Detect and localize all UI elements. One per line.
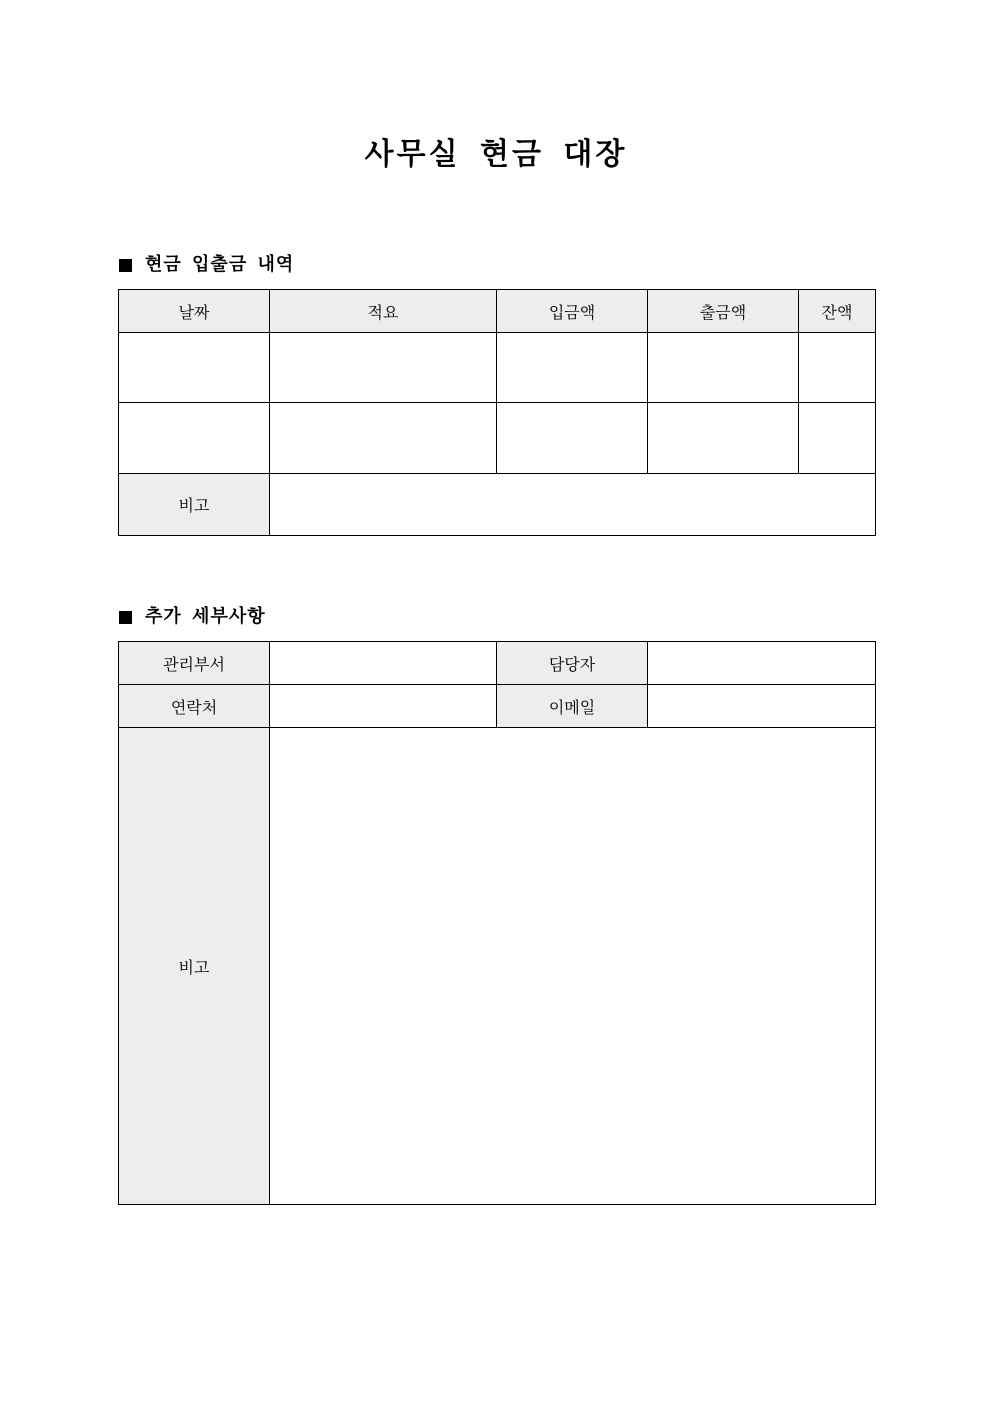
details-remarks-value-cell[interactable] bbox=[270, 728, 876, 1205]
department-value-cell[interactable] bbox=[270, 642, 497, 685]
details-section-heading bbox=[119, 605, 266, 629]
document-title: 사무실 현금 대장 bbox=[364, 137, 628, 172]
details-heading-text: 추가 세부사항 bbox=[145, 606, 266, 627]
column-header-balance: 잔액 bbox=[799, 290, 876, 333]
manager-label: 담당자 bbox=[497, 642, 648, 685]
column-header-date: 날짜 bbox=[119, 290, 270, 333]
withdrawal-cell[interactable] bbox=[648, 403, 799, 474]
details-row bbox=[119, 642, 876, 685]
details-remarks-row bbox=[119, 728, 876, 1205]
details-remarks-label: 비고 bbox=[119, 728, 270, 1205]
deposit-cell[interactable] bbox=[497, 333, 648, 403]
deposit-cell[interactable] bbox=[497, 403, 648, 474]
contact-value-cell[interactable] bbox=[270, 685, 497, 728]
square-bullet-icon bbox=[119, 611, 132, 624]
date-cell[interactable] bbox=[119, 403, 270, 474]
ledger-section-heading bbox=[119, 253, 294, 277]
ledger-heading-text: 현금 입출금 내역 bbox=[145, 254, 295, 275]
details-row bbox=[119, 685, 876, 728]
square-bullet-icon bbox=[119, 259, 132, 272]
table-header-row bbox=[119, 290, 876, 333]
remarks-label: 비고 bbox=[119, 474, 270, 536]
remarks-row bbox=[119, 474, 876, 536]
date-cell[interactable] bbox=[119, 333, 270, 403]
email-label: 이메일 bbox=[497, 685, 648, 728]
balance-cell[interactable] bbox=[799, 333, 876, 403]
column-header-withdrawal: 출금액 bbox=[648, 290, 799, 333]
email-value-cell[interactable] bbox=[648, 685, 876, 728]
description-cell[interactable] bbox=[270, 333, 497, 403]
cash-ledger-table bbox=[118, 289, 876, 536]
remarks-value-cell[interactable] bbox=[270, 474, 876, 536]
table-row bbox=[119, 333, 876, 403]
contact-label: 연락처 bbox=[119, 685, 270, 728]
column-header-deposit: 입금액 bbox=[497, 290, 648, 333]
department-label: 관리부서 bbox=[119, 642, 270, 685]
table-row bbox=[119, 403, 876, 474]
description-cell[interactable] bbox=[270, 403, 497, 474]
balance-cell[interactable] bbox=[799, 403, 876, 474]
manager-value-cell[interactable] bbox=[648, 642, 876, 685]
withdrawal-cell[interactable] bbox=[648, 333, 799, 403]
column-header-description: 적요 bbox=[270, 290, 497, 333]
additional-details-table bbox=[118, 641, 876, 1205]
